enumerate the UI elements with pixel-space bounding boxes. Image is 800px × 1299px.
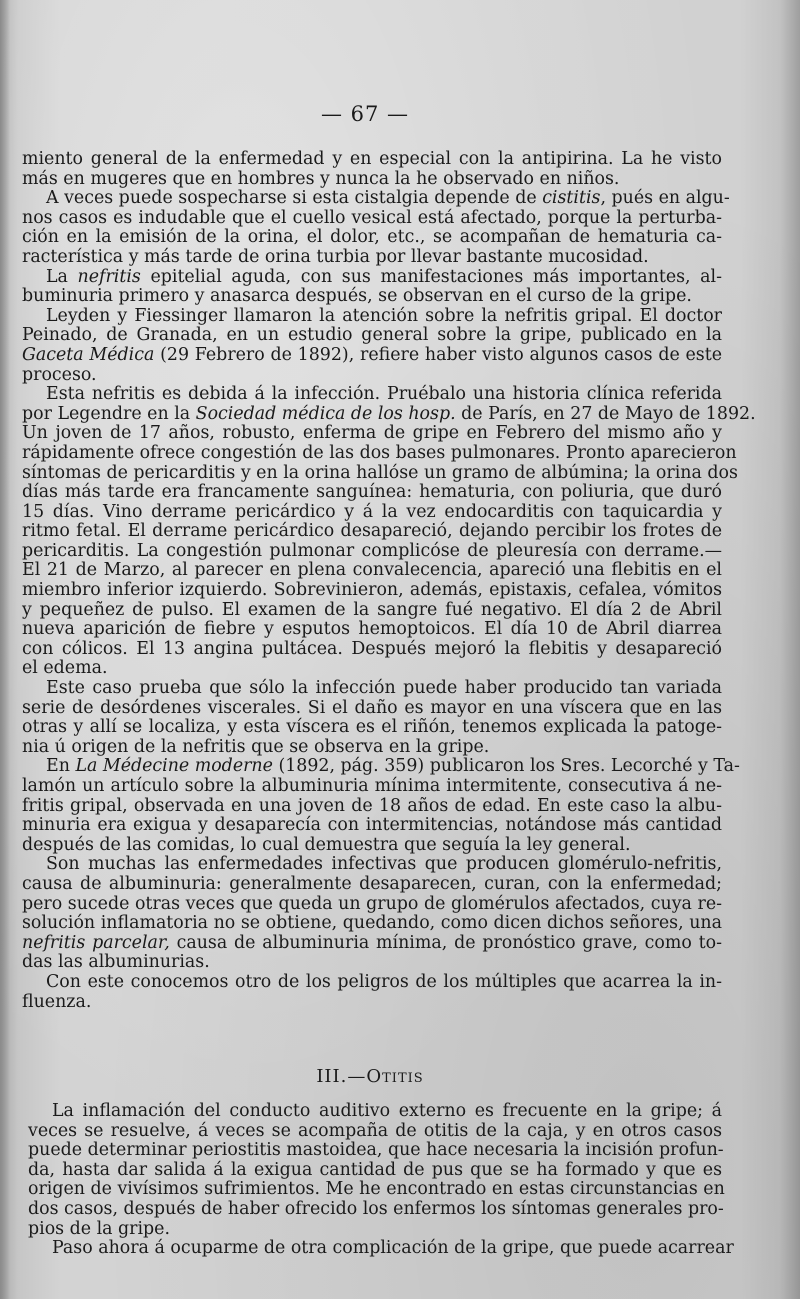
text-line: A veces puede sospecharse si esta cistalgia depende de cistitis, pués en algu- <box>46 188 730 209</box>
text-line: más en mugeres que en hombres y nunca la he observado en niños. <box>22 168 620 189</box>
section-title: OTITIS <box>366 1066 424 1087</box>
text-line: ción en la emisión de la orina, el dolor, etc., se acompañan de hematuria ca- <box>22 227 722 248</box>
text-line: síntomas de pericarditis y en la orina hallóse un gramo de albúmina; la orina dos <box>22 462 738 483</box>
page-number: — 67 — <box>320 102 410 126</box>
text-line: Gaceta Médica (29 Febrero de 1892), refiere haber visto algunos casos de este <box>22 344 723 365</box>
text-line: con cólicos. El 13 angina pultácea. Después mejoró la flebitis y desapareció <box>22 638 722 659</box>
text-line: La nefritis epitelial aguda, con sus manifestaciones más importantes, al- <box>46 266 722 287</box>
text-line: Esta nefritis es debida á la infección. Pruébalo una historia clínica referida <box>46 384 722 405</box>
text-line: serie de desórdenes viscerales. Si el daño es mayor en una víscera que en las <box>22 697 722 718</box>
section-heading <box>0 1066 740 1087</box>
text-line: das las albuminurias. <box>22 952 210 973</box>
text-line: rápidamente ofrece congestión de las dos bases pulmonares. Pronto aparecieron <box>22 442 737 463</box>
text-line: proceso. <box>22 364 97 385</box>
text-line: pios de la gripe. <box>28 1218 170 1239</box>
text-line: nos casos es indudable que el cuello vesical está afectado, porque la perturba- <box>22 207 722 228</box>
text-line: da, hasta dar salida á la exigua cantidad de pus que se ha formado y que es <box>28 1159 722 1180</box>
text-line: nueva aparición de fiebre y esputos hemoptoicos. El día 10 de Abril diarrea <box>22 619 722 640</box>
text-line: dos casos, después de haber ofrecido los enfermos los síntomas generales pro- <box>28 1198 724 1219</box>
text-line: ritmo fetal. El derrame pericárdico desapareció, dejando percibir los frotes de <box>22 521 722 542</box>
body-text <box>22 149 756 1012</box>
text-line: por Legendre en la Sociedad médica de los hosp. de París, en 27 de Mayo de 1892. <box>22 403 756 424</box>
text-line: minuria era exigua y desaparecía con intermitencias, notándose más cantidad <box>22 815 722 836</box>
text-line: puede determinar periostitis mastoidea, que hace necesaria la incisión profun- <box>28 1140 724 1161</box>
text-line: nefritis parcelar, causa de albuminuria mínima, de pronóstico grave, como to- <box>22 932 722 953</box>
text-line: solución inflamatoria no se obtiene, quedando, como dicen dichos señores, una <box>22 913 722 934</box>
body-text-continued <box>28 1101 734 1259</box>
text-line: veces se resuelve, á veces se acompaña de otitis de la caja, y en otros casos <box>28 1120 722 1141</box>
text-line: fritis gripal, observada en una joven de 18 años de edad. En este caso la albu- <box>22 795 722 816</box>
text-line: origen de vivísimos sufrimientos. Me he encontrado en estas circunstancias en <box>28 1179 725 1200</box>
text-line: después de las comidas, lo cual demuestra que seguía la ley general. <box>22 834 631 855</box>
text-line: Con este conocemos otro de los peligros de los múltiples que acarrea la in- <box>46 971 722 992</box>
text-line: nia ú origen de la nefritis que se observa en la gripe. <box>22 736 490 757</box>
text-line: lamón un artículo sobre la albuminuria mínima intermitente, consecutiva á ne- <box>22 776 722 796</box>
text-line: Un joven de 17 años, robusto, enferma de gripe en Febrero del mismo año y <box>22 423 722 444</box>
text-line: Peinado, de Granada, en un estudio general sobre la gripe, publicado en la <box>22 325 722 346</box>
text-line: La inflamación del conducto auditivo externo es frecuente en la gripe; á <box>52 1101 722 1121</box>
text-line: Son muchas las enfermedades infectivas que producen glomérulo-nefritis, <box>46 854 722 875</box>
text-line: el edema. <box>22 658 108 679</box>
text-line: miembro inferior izquierdo. Sobrevinieron, además, epistaxis, cefalea, vómitos <box>22 580 722 601</box>
text-line: El 21 de Marzo, al parecer en plena convalecencia, apareció una flebitis en el <box>22 560 722 581</box>
text-line: y pequeñez de pulso. El examen de la sangre fué negativo. El día 2 de Abril <box>22 599 722 620</box>
text-line: pero sucede otras veces que queda un grupo de glomérulos afectados, cuya re- <box>22 893 722 914</box>
text-line: buminuria primero y anasarca después, se observan en el curso de la gripe. <box>22 286 692 307</box>
text-line: Paso ahora á ocuparme de otra complicación de la gripe, que puede acarrear <box>52 1238 734 1259</box>
text-line: días más tarde era francamente sanguínea: hematuria, con poliuria, que duró <box>22 482 722 503</box>
text-line: causa de albuminuria: generalmente desaparecen, curan, con la enfermedad; <box>22 873 722 894</box>
section-numeral: III.— <box>316 1066 367 1087</box>
text-line: pericarditis. La congestión pulmonar complicóse de pleuresía con derrame.— <box>22 540 722 561</box>
text-line: En La Médecine moderne (1892, pág. 359) publicaron los Sres. Lecorché y Ta- <box>46 756 740 777</box>
text-line: Leyden y Fiessinger llamaron la atención sobre la nefritis gripal. El doctor <box>46 305 722 326</box>
text-line: miento general de la enfermedad y en especial con la antipirina. La he visto <box>22 149 722 169</box>
page-edge-shadow <box>0 0 10 1299</box>
text-line: Este caso prueba que sólo la infección puede haber producido tan variada <box>46 678 722 699</box>
text-line: racterística y más tarde de orina turbia por llevar bastante mucosidad. <box>22 246 649 267</box>
text-line: fluenza. <box>22 991 92 1012</box>
text-line: 15 días. Vino derrame pericárdico y á la vez endocarditis con taquicardia y <box>22 501 722 522</box>
text-line: otras y allí se localiza, y esta víscera es el riñón, tenemos explicada la patoge- <box>22 717 722 738</box>
